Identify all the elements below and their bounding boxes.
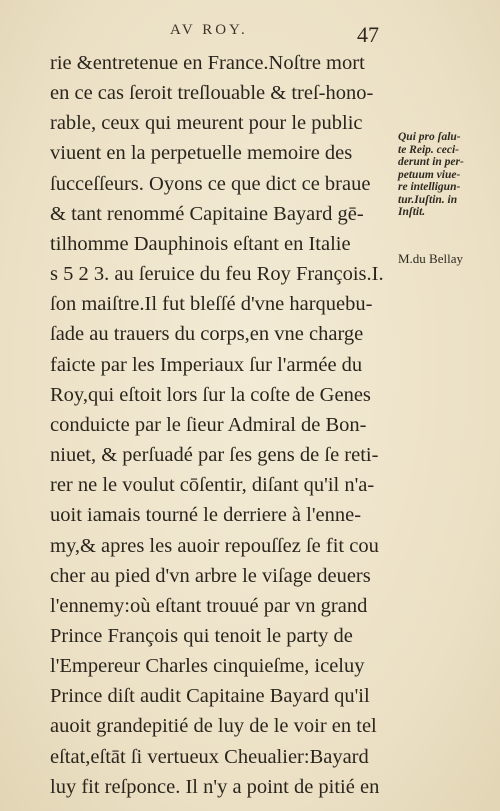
text-line: l'ennemy:où eſtant trouué par vn grand bbox=[50, 594, 368, 617]
page-number: 47 bbox=[357, 22, 379, 47]
text-line: tilhomme Dauphinois eſtant en Italie bbox=[50, 232, 351, 255]
text-line: rie &entretenue en France.Noſtre mort bbox=[50, 52, 365, 74]
text-line: viuent en la perpetuelle memoire des bbox=[50, 142, 353, 165]
text-line: faicte par les Imperiaux ſur l'armée du bbox=[50, 353, 363, 376]
text-line: niuet, & perſuadé par ſes gens de ſe reti- bbox=[50, 444, 379, 467]
margin-note-line: Inſtit. bbox=[398, 206, 426, 218]
text-line: Roy,qui eſtoit lors ſur la coſte de Genes bbox=[50, 383, 371, 406]
margin-note-citation bbox=[398, 131, 498, 219]
text-line: luy fit reſponce. Il n'y a point de pitié en bbox=[50, 775, 380, 798]
margin-note-line: re intelligun- bbox=[398, 181, 461, 193]
margin-note-line: Qui pro ſalu- bbox=[398, 131, 461, 143]
margin-note-author: M.du Bellay bbox=[398, 251, 463, 266]
text-line: uoit iamais tourné le derriere à l'enne- bbox=[50, 504, 362, 527]
text-line: & tant renommé Capitaine Bayard gē- bbox=[50, 202, 364, 225]
text-line: ſucceſſeurs. Oyons ce que dict ce braue bbox=[50, 172, 371, 195]
margin-note-line: petuum viue- bbox=[398, 168, 461, 181]
text-line: Prince François qui tenoit le party de bbox=[50, 624, 353, 647]
text-line: cher au pied d'vn arbre le viſage deuers bbox=[50, 564, 371, 587]
text-line: en ce cas ſeroit treſlouable & treſ-hono- bbox=[50, 82, 374, 105]
margin-note-line: te Reip. ceci- bbox=[398, 143, 459, 156]
text-line: auoit grandepitié de luy de le voir en tel bbox=[50, 715, 377, 738]
margin-note-line: derunt in per- bbox=[398, 156, 464, 168]
text-line: s 5 2 3. au ſeruice du feu Roy François.I. bbox=[50, 263, 384, 286]
text-line: ſade au trauers du corps,en vne charge bbox=[50, 323, 364, 346]
text-line: rer ne le voulut cōſentir, diſant qu'il n'a- bbox=[50, 474, 375, 497]
text-line: l'Empereur Charles cinquieſme, iceluy bbox=[50, 655, 365, 678]
text-line: eſtat,eſtāt ſi vertueux Cheualier:Bayard bbox=[50, 745, 369, 768]
text-line: ſon maiſtre.Il fut bleſſé d'vne harquebu- bbox=[50, 293, 373, 316]
text-line: rable, ceux qui meurent pour le public bbox=[50, 112, 363, 135]
text-line: conduicte par le ſieur Admiral de Bon- bbox=[50, 413, 367, 436]
running-head: AV ROY. bbox=[170, 22, 248, 38]
body-text bbox=[50, 48, 395, 802]
text-line: my,& apres les auoir repouſſez ſe fit cou bbox=[50, 534, 379, 557]
text-line: Prince diſt audit Capitaine Bayard qu'il bbox=[50, 685, 370, 708]
margin-note-line: tur.Iuſtin. in bbox=[398, 193, 458, 206]
